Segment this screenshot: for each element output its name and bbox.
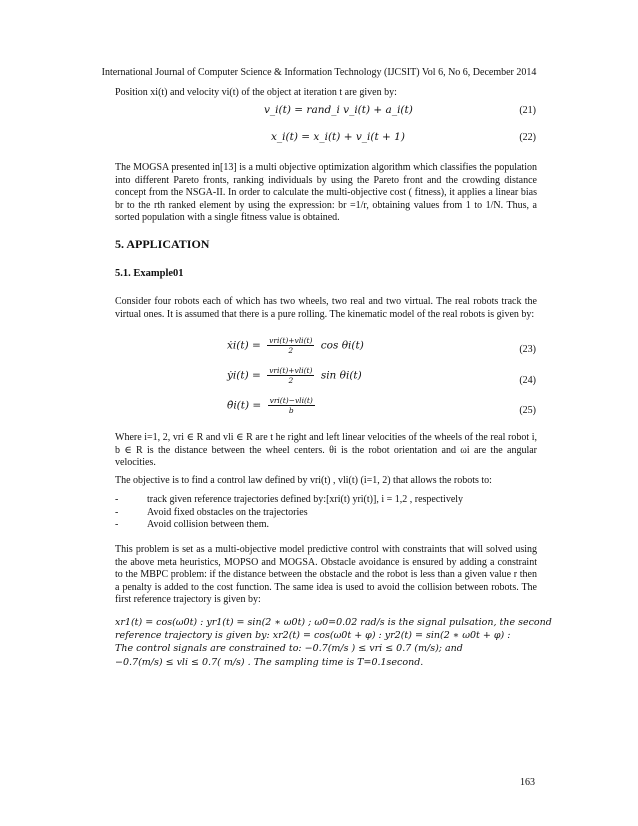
equation-24-rhs: sin θi(t): [320, 369, 362, 382]
equation-23: [227, 336, 364, 355]
where-paragraph: Where i=1, 2, vri ∈ R and vli ∈ R are t he right and left linear velocities of the wheels of the real robot i, b ∈ R is the distance between the wheel centers. θi is the robot orientation and ωi are the angular velocities.: [115, 432, 537, 469]
list-item-text: Avoid collision between them.: [147, 519, 270, 531]
list-item: - Avoid collision between them.: [115, 519, 270, 531]
equation-23-numerator: vri(t)+vli(t): [269, 336, 313, 345]
page-number: 163: [520, 777, 535, 788]
equation-24-fraction: [267, 366, 314, 385]
trajectory-line-1: xr1(t) = cos(ω0t) : yr1(t) = sin(2 ∗ ω0t) ; ω0=0.02 rad/s is the signal pulsation, the second: [115, 617, 552, 628]
equation-22: x_i(t) = x_i(t) + v_i(t + 1): [271, 131, 405, 143]
equation-24-numerator: vri(t)+vli(t): [269, 366, 313, 375]
subsection-title: 5.1. Example01: [115, 268, 184, 279]
equation-21-number: (21): [519, 105, 536, 116]
intro-line: Position xi(t) and velocity vi(t) of the object at iteration t are given by:: [115, 87, 397, 98]
mogsa-paragraph: The MOGSA presented in[13] is a multi objective optimization algorithm which classifies the population into different Pareto fronts, ranking individuals by using the Pareto front and the crowding distance concept from the NSGA-II. In order to calculate the multi-objective cost ( fitness), it applies a linear bias br to the rth ranked element by using the expression: br =1/r, obtaining values from 1 to 1/N. Thus, a sorted population with a single fitness value is obtained.: [115, 162, 537, 224]
list-item-text: track given reference trajectories defined by:[xri(t) yri(t)], i = 1,2 , respectively: [147, 494, 464, 505]
list-item-text: Avoid fixed obstacles on the trajectories: [147, 506, 308, 518]
equation-23-lhs: ẋi(t) =: [227, 339, 261, 352]
list-item: - track given reference trajectories defined by:[xri(t) yri(t)], i = 1,2 , respectively: [115, 494, 464, 505]
equation-23-fraction: [267, 336, 314, 355]
mpc-paragraph: This problem is set as a multi-objective model predictive control with constraints that will solved using the above meta heuristics, MOPSO and MOGSA. Obstacle avoidance is ensured by adding a constraint to the MBPC problem: if the distance between the obstacle and the robot is less than a given value r then a penalty is added to the cost function. The same idea is used to avoid the collision between robots. The first reference trajectory is given by:: [115, 544, 537, 606]
equation-23-rhs: cos θi(t): [320, 339, 364, 352]
equation-25-numerator: vri(t)−vli(t): [269, 396, 313, 405]
equation-25-denominator: b: [288, 406, 294, 415]
equation-24: [227, 366, 362, 385]
equation-24-number: (24): [519, 375, 536, 386]
list-item: - Avoid fixed obstacles on the trajectories: [115, 506, 308, 518]
robots-paragraph: Consider four robots each of which has two wheels, two real and two virtual. The real robots track the virtual ones. It is assumed that there is a pure rolling. The kinematic model of the real robots is given by:: [115, 296, 537, 320]
equation-25-number: (25): [519, 405, 536, 416]
journal-header: International Journal of Computer Science & Information Technology (IJCSIT) Vol 6, No 6, December 2014: [101, 67, 537, 78]
equation-23-denominator: 2: [288, 346, 294, 355]
equation-25-fraction: [268, 396, 315, 415]
equation-23-number: (23): [519, 344, 536, 355]
equation-25-lhs: θ̇i(t) =: [227, 399, 262, 412]
constraint-line-1: The control signals are constrained to: −0.7(m/s ) ≤ vri ≤ 0.7 (m/s); and: [115, 643, 463, 654]
trajectory-line-2: reference trajectory is given by: xr2(t) = cos(ω0t + φ) : yr2(t) = sin(2 ∗ ω0t + φ) :: [115, 630, 511, 641]
equation-24-denominator: 2: [288, 376, 294, 385]
equation-22-number: (22): [519, 132, 536, 143]
constraint-line-2: −0.7(m/s) ≤ vli ≤ 0.7( m/s) . The sampling time is T=0.1second.: [115, 657, 424, 668]
equation-25: [227, 396, 318, 415]
requirements-list: [115, 494, 545, 532]
equation-21: v_i(t) = rand_i v_i(t) + a_i(t): [264, 104, 413, 116]
equation-24-lhs: ẏi(t) =: [227, 369, 261, 382]
objective-line: The objective is to find a control law defined by vri(t) , vli(t) (i=1, 2) that allows the robots to:: [115, 475, 492, 486]
section-title: 5. APPLICATION: [115, 237, 210, 251]
